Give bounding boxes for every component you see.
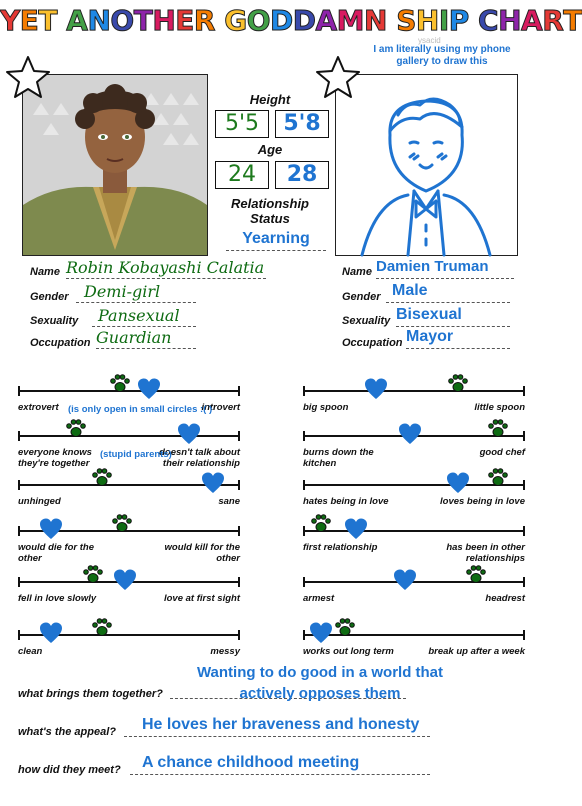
star-icon (4, 54, 52, 100)
chart-title: YET ANOTHER GODDAMN SHIP CHART (0, 4, 582, 37)
paw-icon[interactable] (65, 417, 87, 444)
right-slider-right-label: little spoon (474, 402, 525, 413)
left-slider-note: (is only open in small circles :( ) (68, 404, 213, 415)
right-slider-tick (303, 526, 305, 536)
left-occupation-value: Guardian (96, 328, 172, 347)
left-slider-tick (238, 480, 240, 490)
left-slider-left-label: everyone knows they're together (18, 447, 92, 469)
heart-icon[interactable] (201, 472, 225, 499)
left-name-value: Robin Kobayashi Calatia (66, 258, 265, 277)
right-slider-tick (523, 431, 525, 441)
left-slider-left-label: would die for the other (18, 542, 94, 564)
right-slider-left-label: hates being in love (303, 496, 389, 507)
left-slider-tick (238, 630, 240, 640)
left-slider-line (18, 435, 240, 437)
left-gender-field (76, 282, 196, 303)
right-slider-right-label: loves being in love (440, 496, 525, 507)
heart-icon[interactable] (309, 622, 333, 649)
right-slider-line (303, 530, 525, 532)
right-slider-tick (303, 480, 305, 490)
left-slider-right-label: messy (210, 646, 240, 657)
relationship-status-field (226, 230, 326, 251)
relationship-label-line2: Status (250, 211, 290, 226)
age-right-box: 28 (275, 161, 329, 189)
question-together: what brings them together? (18, 688, 163, 700)
paw-icon[interactable] (91, 466, 113, 493)
right-name-label: Name (342, 266, 372, 278)
left-slider-left-label: extrovert (18, 402, 59, 413)
left-slider-tick (18, 386, 20, 396)
left-slider-right-label: sane (218, 496, 240, 507)
left-gender-label: Gender (30, 291, 69, 303)
question-appeal: what's the appeal? (18, 726, 116, 738)
paw-icon[interactable] (487, 466, 509, 493)
artist-note: I am literally using my phone gallery to draw this (373, 44, 511, 67)
left-slider-note: (stupid parents) (100, 449, 172, 460)
right-sexuality-value: Bisexual (396, 306, 462, 323)
right-gender-field (386, 282, 510, 303)
heart-icon[interactable] (137, 378, 161, 405)
heart-icon[interactable] (446, 472, 470, 499)
age-label: Age (257, 142, 283, 157)
left-slider-left-label: unhinged (18, 496, 61, 507)
paw-icon[interactable] (310, 512, 332, 539)
left-gender-value: Demi-girl (84, 282, 161, 301)
right-slider-tick (523, 480, 525, 490)
height-right-box: 5'8 (275, 110, 329, 138)
left-slider-left-label: clean (18, 646, 43, 657)
watermark: ysacid (418, 36, 441, 45)
right-slider-left-label: burns down the kitchen (303, 447, 374, 469)
right-slider-tick (303, 431, 305, 441)
left-slider-tick (238, 386, 240, 396)
right-slider-right-label: has been in other relationships (446, 542, 525, 564)
left-occupation-field (96, 328, 196, 349)
relationship-status-label (210, 196, 330, 226)
left-slider-tick (18, 480, 20, 490)
right-slider-tick (523, 386, 525, 396)
right-name-field (376, 258, 514, 279)
left-slider-tick (238, 577, 240, 587)
right-slider-tick (523, 526, 525, 536)
left-slider-tick (18, 431, 20, 441)
left-occupation-label: Occupation (30, 337, 91, 349)
left-sexuality-label: Sexuality (30, 315, 79, 327)
relationship-label-line1: Relationship (230, 196, 309, 211)
right-slider-left-label: big spoon (303, 402, 349, 413)
right-slider-tick (523, 577, 525, 587)
relationship-status-value: Yearning (242, 230, 310, 247)
paw-icon[interactable] (487, 417, 509, 444)
left-name-field (66, 258, 266, 279)
left-slider-tick (18, 630, 20, 640)
heart-icon[interactable] (39, 518, 63, 545)
height-label: Height (249, 92, 291, 107)
left-slider-tick (238, 526, 240, 536)
paw-icon[interactable] (82, 563, 104, 590)
heart-icon[interactable] (364, 378, 388, 405)
left-slider-tick (18, 526, 20, 536)
left-slider-left-label: fell in love slowly (18, 593, 97, 604)
right-occupation-field (406, 328, 510, 349)
right-character-portrait (335, 74, 518, 256)
right-slider-tick (303, 386, 305, 396)
right-slider-tick (303, 577, 305, 587)
answer-appeal: He loves her braveness and honesty (142, 716, 420, 733)
paw-icon[interactable] (465, 563, 487, 590)
right-slider-right-label: headrest (485, 593, 525, 604)
left-sexuality-field (92, 306, 196, 327)
heart-icon[interactable] (398, 423, 422, 450)
right-occupation-value: Mayor (406, 328, 454, 345)
right-slider-left-label: first relationship (303, 542, 378, 553)
right-slider-tick (523, 630, 525, 640)
right-character-drawing (336, 75, 517, 255)
heart-icon[interactable] (113, 569, 137, 596)
right-gender-value: Male (392, 282, 428, 299)
right-slider-right-label: good chef (479, 447, 525, 458)
paw-icon[interactable] (334, 616, 356, 643)
question-meet: how did they meet? (18, 764, 121, 776)
right-occupation-label: Occupation (342, 337, 403, 349)
left-slider-tick (238, 431, 240, 441)
paw-icon[interactable] (111, 512, 133, 539)
height-left-box: 5'5 (215, 110, 269, 138)
left-slider-right-label: love at first sight (163, 593, 240, 604)
right-slider-left-label: works out long term (303, 646, 394, 657)
heart-icon[interactable] (39, 622, 63, 649)
left-slider-right-label: doesn't talk about their relationship (159, 447, 240, 469)
left-slider-right-label: would kill for the other (164, 542, 240, 564)
left-sexuality-value: Pansexual (98, 306, 180, 325)
age-left-box: 24 (215, 161, 269, 189)
left-slider-right-label: introvert (201, 402, 240, 413)
right-slider-right-label: break up after a week (428, 646, 525, 657)
left-name-label: Name (30, 266, 60, 278)
right-slider-line (303, 390, 525, 392)
heart-icon[interactable] (177, 423, 201, 450)
answer-meet: A chance childhood meeting (142, 754, 360, 771)
paw-icon[interactable] (109, 372, 131, 399)
heart-icon[interactable] (393, 569, 417, 596)
left-character-portrait (22, 74, 208, 256)
heart-icon[interactable] (344, 518, 368, 545)
right-sexuality-field (396, 306, 510, 327)
left-slider-tick (18, 577, 20, 587)
right-slider-tick (303, 630, 305, 640)
right-gender-label: Gender (342, 291, 381, 303)
right-name-value: Damien Truman (376, 258, 489, 275)
paw-icon[interactable] (91, 616, 113, 643)
left-character-drawing (23, 75, 207, 255)
paw-icon[interactable] (447, 372, 469, 399)
answer-together: Wanting to do good in a world that actively opposes them (196, 664, 444, 702)
right-slider-left-label: armest (303, 593, 335, 604)
right-sexuality-label: Sexuality (342, 315, 391, 327)
